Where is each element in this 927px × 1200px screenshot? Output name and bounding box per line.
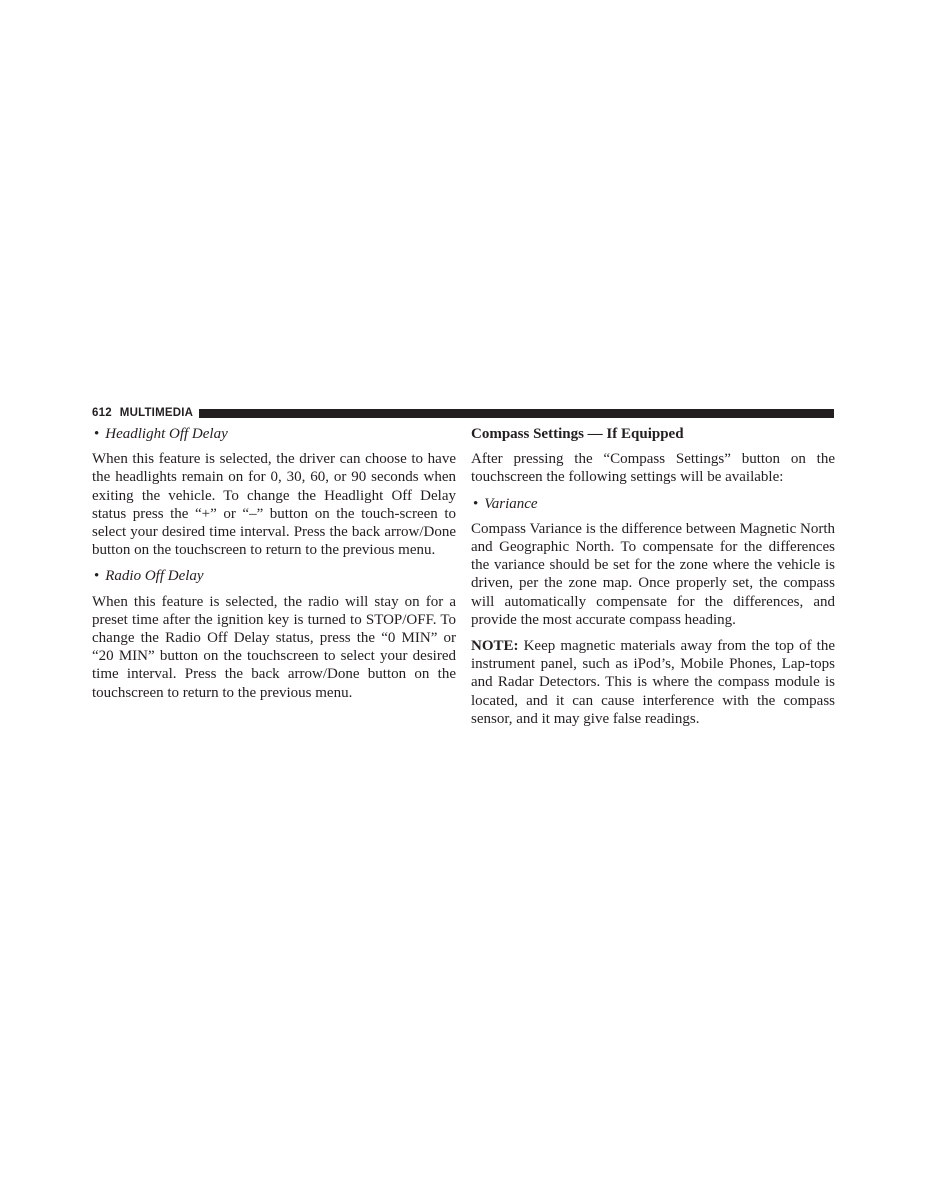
bullet-icon: • [94,426,100,442]
left-column [92,425,456,710]
variance-paragraph: Compass Variance is the difference between Magnetic North and Geographic North. To compensate for the differences the variance should be set for the zone where the vehicle is driven, per the zone map. Once properly set, the compass will automatically compensate for the differences, and provide the most accurate compass heading. [471,520,835,628]
headlight-off-delay-heading [92,425,456,443]
compass-settings-intro: After pressing the “Compass Settings” button on the touchscreen the following settings will be available: [471,451,835,486]
right-column [471,425,835,736]
page-number: 612 [92,407,112,419]
bullet-icon: • [94,568,100,585]
radio-off-delay-heading [92,567,456,585]
bullet-icon: • [473,495,479,512]
radio-off-delay-paragraph: When this feature is selected, the radio will stay on for a preset time after the ignition key is turned to STOP/OFF. To change the Radio Off Delay status, press the “0 MIN” or “20 MIN” button on the touchscreen to select your desired time interval. Press the back arrow/Done button on the touchscreen to return to the previous menu. [92,593,456,701]
headlight-off-delay-paragraph: When this feature is selected, the driver can choose to have the headlights remain on for 0, 30, 60, or 90 seconds when exiting the vehicle. To change the Headlight Off Delay status press the “+” or “–” button on the touch-screen to select your desired time interval. Press the back arrow/Done button on the touchscreen to return to the previous menu. [92,451,456,559]
section-title: MULTIMEDIA [119,407,194,419]
page-header [92,404,834,422]
note-paragraph [471,637,835,728]
note-text: Keep magnetic materials away from the top of the instrument panel, such as iPod’s, Mobile Phones, Lap-tops and Radar Detectors. This is where the compass module is located, and it can cause interference with the compass sensor, and it may give false readings. [471,638,835,727]
bullet-title: Headlight Off Delay [105,426,228,442]
bullet-title: Radio Off Delay [105,568,204,585]
bullet-title: Variance [484,495,538,512]
note-label: NOTE: [471,638,519,655]
variance-heading [471,495,835,513]
header-rule [199,409,834,418]
compass-settings-heading: Compass Settings — If Equipped [471,426,684,442]
